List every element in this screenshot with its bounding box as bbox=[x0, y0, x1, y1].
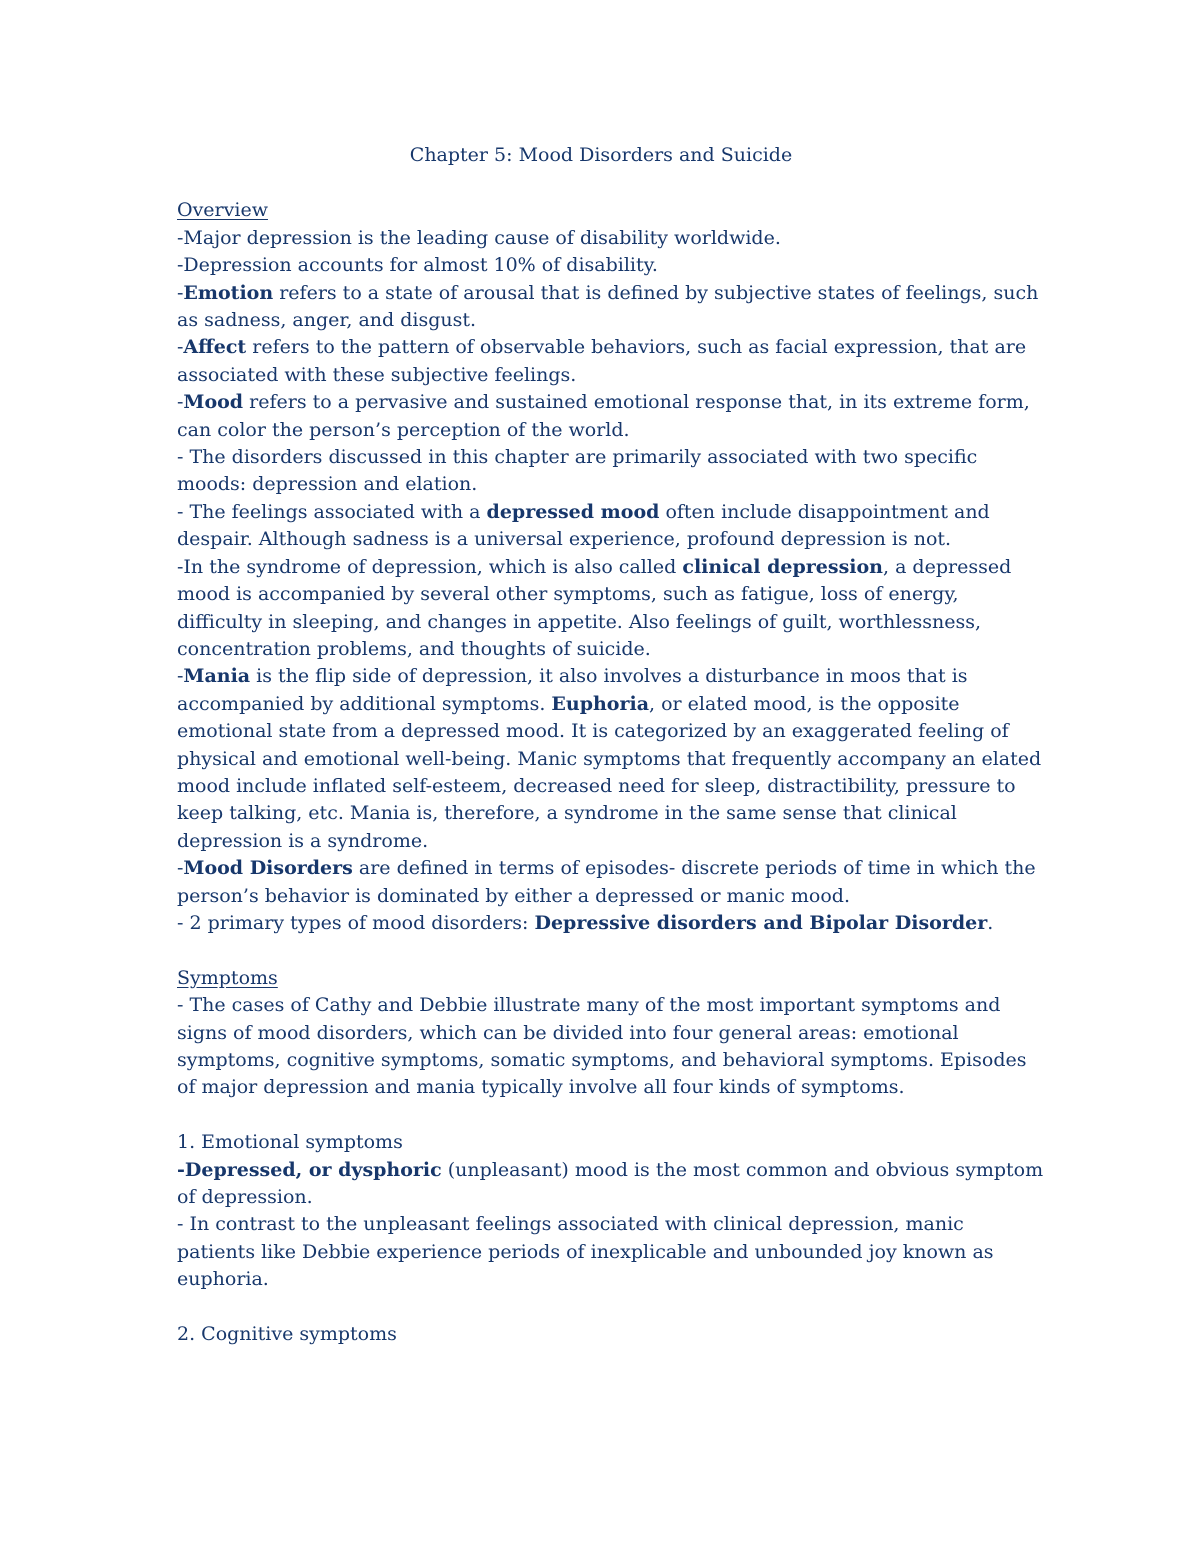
bold-term: depressed mood bbox=[486, 500, 660, 523]
bold-term: Affect bbox=[183, 336, 247, 359]
paragraph bbox=[177, 444, 1047, 499]
section-spacer bbox=[177, 1102, 1047, 1129]
text-run: - bbox=[177, 665, 184, 688]
bold-term: Emotion bbox=[183, 281, 274, 304]
text-run: - In contrast to the unpleasant feelings associated with clinical depression, manic patients like Debbie experience periods of inexplicable and unbounded joy known as euphoria. bbox=[177, 1213, 994, 1291]
text-run: , or elated mood, is the opposite emotional state from a depressed mood. It is categorized by an exaggerated feeling of physical and emotional well-being. Manic symptoms that frequently accompany an elated mood include inflated self-esteem, decreased need for sleep, distractibility, pressure to keep talking, etc. Mania is, therefore, a syndrome in the same sense that clinical depression is a syndrome. bbox=[177, 692, 1042, 852]
text-run: , a depressed mood is accompanied by several other symptoms, such as fatigue, loss of energy, difficulty in sleeping, and changes in appetite. Also feelings of guilt, worthlessness, concentration problems, and thoughts of suicide. bbox=[177, 555, 1012, 660]
bold-term: Mood Disorders bbox=[183, 857, 353, 880]
section-spacer bbox=[177, 937, 1047, 964]
text-run: refers to the pattern of observable behaviors, such as facial expression, that are associated with these subjective feelings. bbox=[177, 336, 1027, 386]
text-run: refers to a state of arousal that is defined by subjective states of feelings, such as sadness, anger, and disgust. bbox=[177, 281, 1039, 332]
paragraph bbox=[177, 1211, 1047, 1293]
text-run: - bbox=[177, 391, 184, 414]
text-run: are defined in terms of episodes- discrete periods of time in which the person’s behavior is dominated by either a depressed or manic mood. bbox=[177, 857, 1036, 907]
text-run: - 2 primary types of mood disorders: bbox=[177, 911, 535, 934]
text-run: - The cases of Cathy and Debbie illustrate many of the most important symptoms and signs of mood disorders, which can be divided into four general areas: emotional symptoms, cognitive symptoms, somatic symptoms, and behavioral symptoms. Episodes of major depression and mania typically involve all four kinds of symptoms. bbox=[177, 994, 1027, 1099]
text-run: -In the syndrome of depression, which is also called bbox=[177, 555, 683, 578]
section-heading: 2. Cognitive symptoms bbox=[177, 1323, 397, 1346]
paragraph bbox=[177, 663, 1047, 855]
document-body bbox=[177, 197, 1047, 1348]
text-run: (unpleasant) mood is the most common and obvious symptom of depression. bbox=[177, 1158, 1044, 1208]
text-run: - bbox=[177, 336, 184, 359]
text-run: is the flip side of depression, it also involves a disturbance in moos that is accompanied by additional symptoms. bbox=[177, 665, 968, 715]
paragraph bbox=[177, 855, 1047, 910]
text-run: - The feelings associated with a bbox=[177, 500, 487, 523]
paragraph bbox=[177, 334, 1047, 389]
text-run: . bbox=[987, 911, 994, 934]
bold-term: -Depressed, or dysphoric bbox=[177, 1158, 442, 1181]
document-page bbox=[177, 142, 1047, 1348]
section-heading: Overview bbox=[177, 199, 268, 222]
paragraph bbox=[177, 280, 1047, 335]
paragraph bbox=[177, 910, 1047, 937]
text-run: - bbox=[177, 857, 184, 880]
paragraph bbox=[177, 1157, 1047, 1212]
section-heading: Symptoms bbox=[177, 966, 278, 989]
text-run: refers to a pervasive and sustained emotional response that, in its extreme form, can color the person’s perception of the world. bbox=[177, 391, 1030, 441]
bold-term: Mood bbox=[183, 391, 244, 414]
bold-term: clinical depression bbox=[682, 555, 883, 578]
document-title: Chapter 5: Mood Disorders and Suicide bbox=[409, 144, 793, 166]
text-run: - The disorders discussed in this chapter are primarily associated with two specific moods: depression and elation. bbox=[177, 446, 978, 496]
paragraph bbox=[177, 554, 1047, 664]
section-heading: 1. Emotional symptoms bbox=[177, 1131, 403, 1154]
bold-term: Depressive disorders and Bipolar Disorder bbox=[534, 911, 988, 934]
section-spacer bbox=[177, 1294, 1047, 1321]
text-run: -Major depression is the leading cause of disability worldwide. bbox=[177, 226, 781, 249]
paragraph bbox=[177, 992, 1047, 1102]
bold-term: Euphoria bbox=[551, 692, 650, 715]
paragraph bbox=[177, 389, 1047, 444]
text-run: often include disappointment and despair. Although sadness is a universal experience, profound depression is not. bbox=[177, 500, 990, 551]
paragraph bbox=[177, 225, 1047, 252]
text-run: - bbox=[177, 281, 184, 304]
paragraph bbox=[177, 499, 1047, 554]
bold-term: Mania bbox=[183, 665, 251, 688]
paragraph bbox=[177, 252, 1047, 279]
text-run: -Depression accounts for almost 10% of disability. bbox=[177, 254, 658, 277]
